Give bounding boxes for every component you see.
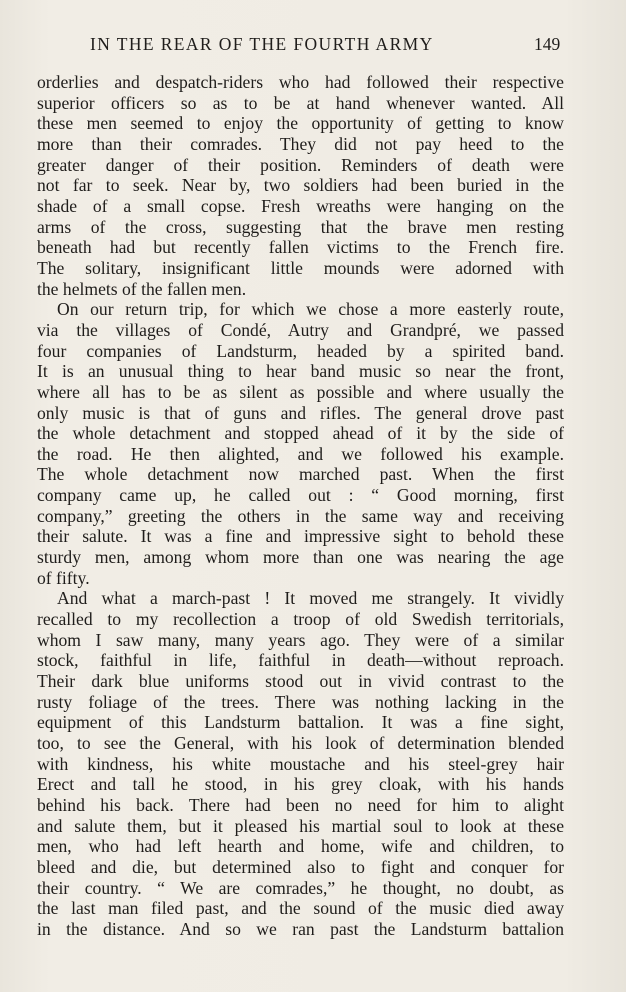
text-line: On our return trip, for which we chose a more easterly route, xyxy=(57,299,564,320)
text-line: arms of the cross, suggesting that the brave men resting xyxy=(37,216,564,237)
text-line: the road. He then alighted, and we followed his example. xyxy=(37,443,564,464)
text-line: orderlies and despatch-riders who had followed their respective xyxy=(37,72,564,92)
text-line: their salute. It was a fine and impressive sight to behold these xyxy=(37,526,564,547)
text-line: recalled to my recollection a troop of old Swedish territorials, xyxy=(37,609,564,630)
text-line: equipment of this Landsturm battalion. It was a fine sight, xyxy=(37,712,564,733)
text-line: greater danger of their position. Reminders of death were xyxy=(37,154,564,175)
text-line: via the villages of Condé, Autry and Grandpré, we passed xyxy=(37,319,564,340)
running-title: IN THE REAR OF THE FOURTH ARMY xyxy=(90,34,434,54)
text-line: and salute them, but it pleased his martial soul to look at these xyxy=(37,815,564,836)
text-line: Erect and tall he stood, in his grey cloak, with his hands xyxy=(37,774,564,795)
text-line: behind his back. There had been no need for him to alight xyxy=(37,794,564,815)
text-line: beneath had but recently fallen victims to the French fire. xyxy=(37,237,564,258)
text-line: the helmets of the fallen men. xyxy=(37,278,247,299)
text-line: four companies of Landsturm, headed by a spirited band. xyxy=(37,340,564,361)
text-line: whom I saw many, many years ago. They were of a similar xyxy=(37,629,564,650)
text-line: company came up, he called out : “ Good morning, first xyxy=(37,485,564,506)
text-line: more than their comrades. They did not pay heed to the xyxy=(37,133,564,154)
text-line: bleed and die, but determined also to fight and conquer for xyxy=(37,856,564,877)
text-line: where all has to be as silent as possible and where usually the xyxy=(37,381,564,402)
running-head xyxy=(0,34,626,58)
text-line: only music is that of guns and rifles. The general drove past xyxy=(37,402,564,423)
body-text xyxy=(37,72,564,940)
text-line: The solitary, insignificant little mounds were adorned with xyxy=(37,257,564,278)
text-line: too, to see the General, with his look of determination blended xyxy=(37,733,564,753)
text-line: company,” greeting the others in the same way and receiving xyxy=(37,505,564,526)
text-line: superior officers so as to be at hand whenever wanted. All xyxy=(37,92,564,113)
text-line: It is an unusual thing to hear band music so near the front, xyxy=(37,361,564,382)
text-line: And what a march-past ! It moved me strangely. It vividly xyxy=(57,588,564,609)
text-line: Their dark blue uniforms stood out in vivid contrast to the xyxy=(37,671,564,692)
text-line: not far to seek. Near by, two soldiers had been buried in the xyxy=(37,175,564,196)
page-number: 149 xyxy=(534,34,561,54)
text-line: with kindness, his white moustache and his steel-grey hair xyxy=(37,753,564,774)
text-line: stock, faithful in life, faithful in death—without reproach. xyxy=(37,650,564,671)
text-line: shade of a small copse. Fresh wreaths were hanging on the xyxy=(37,195,564,216)
text-line: these men seemed to enjoy the opportunity of getting to know xyxy=(37,113,564,134)
text-line: their country. “ We are comrades,” he thought, no doubt, as xyxy=(37,877,564,898)
text-line: sturdy men, among whom more than one was nearing the age xyxy=(37,547,564,568)
text-line: men, who had left hearth and home, wife and children, to xyxy=(37,836,564,857)
text-line: the last man filed past, and the sound of the music died away xyxy=(37,898,564,919)
text-line: the whole detachment and stopped ahead of it by the side of xyxy=(37,423,564,444)
text-line: The whole detachment now marched past. When the first xyxy=(37,464,564,485)
text-line: rusty foliage of the trees. There was nothing lacking in the xyxy=(37,691,564,712)
text-line: of fifty. xyxy=(37,567,90,588)
text-line: in the distance. And so we ran past the Landsturm battalion xyxy=(37,918,564,939)
